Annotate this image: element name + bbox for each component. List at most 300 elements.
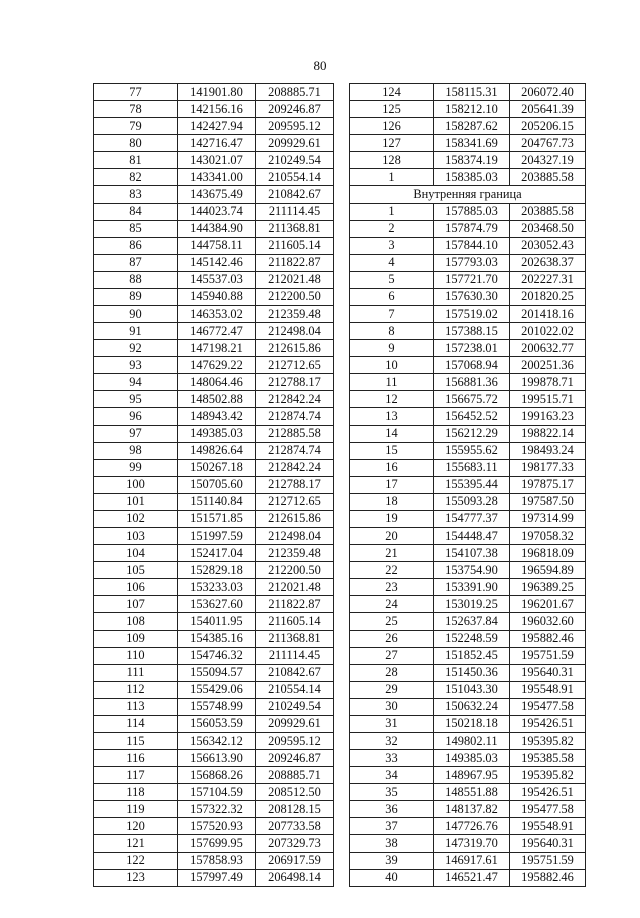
y-coordinate-cell: 198493.24: [510, 442, 586, 459]
point-number-cell: 9: [350, 340, 434, 357]
x-coordinate-cell: 151852.45: [434, 647, 510, 664]
x-coordinate-cell: 154011.95: [178, 613, 256, 630]
y-coordinate-cell: 203468.50: [510, 220, 586, 237]
table-row: [94, 237, 334, 254]
y-coordinate-cell: 212359.48: [256, 306, 334, 323]
point-number-cell: 11: [350, 374, 434, 391]
x-coordinate-cell: 155955.62: [434, 442, 510, 459]
y-coordinate-cell: 196818.09: [510, 545, 586, 562]
y-coordinate-cell: 212615.86: [256, 340, 334, 357]
x-coordinate-cell: 148064.46: [178, 374, 256, 391]
y-coordinate-cell: 212874.74: [256, 442, 334, 459]
point-number-cell: 8: [350, 323, 434, 340]
table-row: [94, 425, 334, 442]
y-coordinate-cell: 196201.67: [510, 596, 586, 613]
table-row: [350, 288, 586, 305]
point-number-cell: 82: [94, 169, 178, 186]
y-coordinate-cell: 212712.65: [256, 357, 334, 374]
x-coordinate-cell: 157630.30: [434, 288, 510, 305]
x-coordinate-cell: 157874.79: [434, 220, 510, 237]
x-coordinate-cell: 156342.12: [178, 732, 256, 749]
x-coordinate-cell: 147629.22: [178, 357, 256, 374]
x-coordinate-cell: 155748.99: [178, 698, 256, 715]
x-coordinate-cell: 150218.18: [434, 715, 510, 732]
table-row: [350, 664, 586, 681]
table-row: [350, 323, 586, 340]
x-coordinate-cell: 153233.03: [178, 579, 256, 596]
table-row: [350, 476, 586, 493]
y-coordinate-cell: 212498.04: [256, 323, 334, 340]
y-coordinate-cell: 202227.31: [510, 271, 586, 288]
point-number-cell: 99: [94, 459, 178, 476]
point-number-cell: 1: [350, 169, 434, 186]
x-coordinate-cell: 157721.70: [434, 271, 510, 288]
x-coordinate-cell: 157520.93: [178, 818, 256, 835]
y-coordinate-cell: 210554.14: [256, 681, 334, 698]
table-row: [94, 664, 334, 681]
table-row: [350, 84, 586, 101]
x-coordinate-cell: 157997.49: [178, 869, 256, 886]
y-coordinate-cell: 195426.51: [510, 784, 586, 801]
table-row: [350, 340, 586, 357]
table-row: [94, 818, 334, 835]
y-coordinate-cell: 208512.50: [256, 784, 334, 801]
point-number-cell: 2: [350, 220, 434, 237]
y-coordinate-cell: 212200.50: [256, 562, 334, 579]
y-coordinate-cell: 197587.50: [510, 493, 586, 510]
table-row: [94, 152, 334, 169]
x-coordinate-cell: 146353.02: [178, 306, 256, 323]
y-coordinate-cell: 212885.58: [256, 425, 334, 442]
point-number-cell: 13: [350, 408, 434, 425]
y-coordinate-cell: 196389.25: [510, 579, 586, 596]
x-coordinate-cell: 145142.46: [178, 254, 256, 271]
x-coordinate-cell: 150705.60: [178, 476, 256, 493]
y-coordinate-cell: 195548.91: [510, 818, 586, 835]
table-row: [94, 613, 334, 630]
point-number-cell: 95: [94, 391, 178, 408]
table-row: [350, 357, 586, 374]
y-coordinate-cell: 206917.59: [256, 852, 334, 869]
page-number: 80: [313, 58, 327, 73]
y-coordinate-cell: 195640.31: [510, 835, 586, 852]
point-number-cell: 116: [94, 750, 178, 767]
y-coordinate-cell: 195477.58: [510, 801, 586, 818]
point-number-cell: 98: [94, 442, 178, 459]
y-coordinate-cell: 198177.33: [510, 459, 586, 476]
point-number-cell: 117: [94, 767, 178, 784]
point-number-cell: 122: [94, 852, 178, 869]
x-coordinate-cell: 149826.64: [178, 442, 256, 459]
x-coordinate-cell: 147726.76: [434, 818, 510, 835]
point-number-cell: 108: [94, 613, 178, 630]
x-coordinate-cell: 156613.90: [178, 750, 256, 767]
point-number-cell: 102: [94, 510, 178, 527]
x-coordinate-cell: 153627.60: [178, 596, 256, 613]
x-coordinate-cell: 157519.02: [434, 306, 510, 323]
table-row: [94, 630, 334, 647]
x-coordinate-cell: 157104.59: [178, 784, 256, 801]
table-row: [94, 767, 334, 784]
point-number-cell: 6: [350, 288, 434, 305]
table-row: [350, 801, 586, 818]
table-row: [350, 750, 586, 767]
point-number-cell: 86: [94, 237, 178, 254]
point-number-cell: 107: [94, 596, 178, 613]
point-number-cell: 7: [350, 306, 434, 323]
point-number-cell: 94: [94, 374, 178, 391]
table-row: [350, 784, 586, 801]
point-number-cell: 128: [350, 152, 434, 169]
point-number-cell: 104: [94, 545, 178, 562]
x-coordinate-cell: 151140.84: [178, 493, 256, 510]
point-number-cell: 121: [94, 835, 178, 852]
x-coordinate-cell: 147319.70: [434, 835, 510, 852]
y-coordinate-cell: 210842.67: [256, 186, 334, 203]
x-coordinate-cell: 143675.49: [178, 186, 256, 203]
x-coordinate-cell: 148502.88: [178, 391, 256, 408]
point-number-cell: 115: [94, 732, 178, 749]
x-coordinate-cell: 158385.03: [434, 169, 510, 186]
x-coordinate-cell: 152248.59: [434, 630, 510, 647]
table-row: [350, 613, 586, 630]
point-number-cell: 28: [350, 664, 434, 681]
y-coordinate-cell: 204767.73: [510, 135, 586, 152]
x-coordinate-cell: 146917.61: [434, 852, 510, 869]
y-coordinate-cell: 212359.48: [256, 545, 334, 562]
x-coordinate-cell: 146521.47: [434, 869, 510, 886]
x-coordinate-cell: 142427.94: [178, 118, 256, 135]
table-row: [350, 408, 586, 425]
table-row: [350, 203, 586, 220]
y-coordinate-cell: 201418.16: [510, 306, 586, 323]
point-number-cell: 38: [350, 835, 434, 852]
y-coordinate-cell: 206072.40: [510, 84, 586, 101]
y-coordinate-cell: 195882.46: [510, 630, 586, 647]
x-coordinate-cell: 153019.25: [434, 596, 510, 613]
y-coordinate-cell: 195751.59: [510, 852, 586, 869]
y-coordinate-cell: 205206.15: [510, 118, 586, 135]
x-coordinate-cell: 142716.47: [178, 135, 256, 152]
y-coordinate-cell: 212788.17: [256, 476, 334, 493]
y-coordinate-cell: 208885.71: [256, 767, 334, 784]
y-coordinate-cell: 210249.54: [256, 698, 334, 715]
point-number-cell: 33: [350, 750, 434, 767]
table-row: [94, 528, 334, 545]
y-coordinate-cell: 196594.89: [510, 562, 586, 579]
y-coordinate-cell: 209246.87: [256, 750, 334, 767]
table-row: [94, 306, 334, 323]
table-row: [94, 391, 334, 408]
point-number-cell: 16: [350, 459, 434, 476]
x-coordinate-cell: 152637.84: [434, 613, 510, 630]
point-number-cell: 81: [94, 152, 178, 169]
x-coordinate-cell: 156053.59: [178, 715, 256, 732]
y-coordinate-cell: 196032.60: [510, 613, 586, 630]
point-number-cell: 126: [350, 118, 434, 135]
table-row: [94, 476, 334, 493]
x-coordinate-cell: 154777.37: [434, 510, 510, 527]
point-number-cell: 40: [350, 869, 434, 886]
x-coordinate-cell: 144384.90: [178, 220, 256, 237]
y-coordinate-cell: 195477.58: [510, 698, 586, 715]
table-row: [350, 254, 586, 271]
table-row: [350, 135, 586, 152]
point-number-cell: 91: [94, 323, 178, 340]
x-coordinate-cell: 154107.38: [434, 545, 510, 562]
table-row: [350, 220, 586, 237]
y-coordinate-cell: 199878.71: [510, 374, 586, 391]
point-number-cell: 106: [94, 579, 178, 596]
left-coordinates-table: [93, 83, 334, 887]
x-coordinate-cell: 157844.10: [434, 237, 510, 254]
table-row: [350, 306, 586, 323]
table-row: [94, 715, 334, 732]
point-number-cell: 101: [94, 493, 178, 510]
table-row: [94, 323, 334, 340]
point-number-cell: 35: [350, 784, 434, 801]
x-coordinate-cell: 158287.62: [434, 118, 510, 135]
y-coordinate-cell: 212498.04: [256, 528, 334, 545]
table-row: [350, 681, 586, 698]
table-row: [94, 579, 334, 596]
y-coordinate-cell: 211114.45: [256, 203, 334, 220]
table-row: [350, 169, 586, 186]
table-row: [94, 459, 334, 476]
y-coordinate-cell: 195385.58: [510, 750, 586, 767]
point-number-cell: 93: [94, 357, 178, 374]
table-row: [94, 510, 334, 527]
y-coordinate-cell: 212021.48: [256, 579, 334, 596]
table-row: [350, 545, 586, 562]
point-number-cell: 37: [350, 818, 434, 835]
point-number-cell: 90: [94, 306, 178, 323]
y-coordinate-cell: 195395.82: [510, 767, 586, 784]
point-number-cell: 105: [94, 562, 178, 579]
point-number-cell: 5: [350, 271, 434, 288]
point-number-cell: 27: [350, 647, 434, 664]
point-number-cell: 119: [94, 801, 178, 818]
x-coordinate-cell: 158341.69: [434, 135, 510, 152]
y-coordinate-cell: 211368.81: [256, 220, 334, 237]
x-coordinate-cell: 156452.52: [434, 408, 510, 425]
y-coordinate-cell: 212874.74: [256, 408, 334, 425]
y-coordinate-cell: 212615.86: [256, 510, 334, 527]
x-coordinate-cell: 158212.10: [434, 101, 510, 118]
y-coordinate-cell: 211605.14: [256, 237, 334, 254]
table-row: [94, 118, 334, 135]
x-coordinate-cell: 158115.31: [434, 84, 510, 101]
point-number-cell: 22: [350, 562, 434, 579]
x-coordinate-cell: 154385.16: [178, 630, 256, 647]
y-coordinate-cell: 195882.46: [510, 869, 586, 886]
x-coordinate-cell: 147198.21: [178, 340, 256, 357]
x-coordinate-cell: 151450.36: [434, 664, 510, 681]
point-number-cell: 31: [350, 715, 434, 732]
y-coordinate-cell: 208885.71: [256, 84, 334, 101]
table-row: [94, 101, 334, 118]
y-coordinate-cell: 211822.87: [256, 596, 334, 613]
y-coordinate-cell: 195395.82: [510, 732, 586, 749]
x-coordinate-cell: 155395.44: [434, 476, 510, 493]
point-number-cell: 39: [350, 852, 434, 869]
point-number-cell: 103: [94, 528, 178, 545]
table-row: [94, 271, 334, 288]
x-coordinate-cell: 152829.18: [178, 562, 256, 579]
point-number-cell: 85: [94, 220, 178, 237]
point-number-cell: 15: [350, 442, 434, 459]
y-coordinate-cell: 211822.87: [256, 254, 334, 271]
table-row: [350, 562, 586, 579]
table-row: [94, 340, 334, 357]
point-number-cell: 87: [94, 254, 178, 271]
table-row: [94, 681, 334, 698]
x-coordinate-cell: 141901.80: [178, 84, 256, 101]
table-row: [350, 647, 586, 664]
point-number-cell: 34: [350, 767, 434, 784]
y-coordinate-cell: 206498.14: [256, 869, 334, 886]
y-coordinate-cell: 209246.87: [256, 101, 334, 118]
y-coordinate-cell: 197058.32: [510, 528, 586, 545]
x-coordinate-cell: 151571.85: [178, 510, 256, 527]
y-coordinate-cell: 195751.59: [510, 647, 586, 664]
point-number-cell: 97: [94, 425, 178, 442]
point-number-cell: 3: [350, 237, 434, 254]
point-number-cell: 4: [350, 254, 434, 271]
point-number-cell: 84: [94, 203, 178, 220]
point-number-cell: 30: [350, 698, 434, 715]
y-coordinate-cell: 212021.48: [256, 271, 334, 288]
x-coordinate-cell: 156881.36: [434, 374, 510, 391]
x-coordinate-cell: 153754.90: [434, 562, 510, 579]
point-number-cell: 24: [350, 596, 434, 613]
table-row: [94, 357, 334, 374]
x-coordinate-cell: 152417.04: [178, 545, 256, 562]
table-row: [94, 254, 334, 271]
y-coordinate-cell: 199515.71: [510, 391, 586, 408]
point-number-cell: 18: [350, 493, 434, 510]
table-row: [350, 698, 586, 715]
point-number-cell: 89: [94, 288, 178, 305]
x-coordinate-cell: 157885.03: [434, 203, 510, 220]
y-coordinate-cell: 203885.58: [510, 203, 586, 220]
x-coordinate-cell: 157322.32: [178, 801, 256, 818]
table-row: [94, 852, 334, 869]
table-row: [350, 237, 586, 254]
y-coordinate-cell: 198822.14: [510, 425, 586, 442]
point-number-cell: 96: [94, 408, 178, 425]
table-row: [350, 869, 586, 886]
point-number-cell: 20: [350, 528, 434, 545]
table-row: [350, 493, 586, 510]
x-coordinate-cell: 156212.29: [434, 425, 510, 442]
y-coordinate-cell: 207329.73: [256, 835, 334, 852]
x-coordinate-cell: 157388.15: [434, 323, 510, 340]
table-row: [94, 545, 334, 562]
table-row: [94, 801, 334, 818]
table-row: [94, 750, 334, 767]
y-coordinate-cell: 211605.14: [256, 613, 334, 630]
y-coordinate-cell: 207733.58: [256, 818, 334, 835]
point-number-cell: 118: [94, 784, 178, 801]
y-coordinate-cell: 203885.58: [510, 169, 586, 186]
x-coordinate-cell: 157699.95: [178, 835, 256, 852]
table-row: [350, 528, 586, 545]
y-coordinate-cell: 200251.36: [510, 357, 586, 374]
right-coordinates-table: [349, 83, 586, 887]
table-row: [94, 169, 334, 186]
y-coordinate-cell: 195426.51: [510, 715, 586, 732]
table-row: [94, 186, 334, 203]
y-coordinate-cell: 195640.31: [510, 664, 586, 681]
x-coordinate-cell: 157238.01: [434, 340, 510, 357]
point-number-cell: 78: [94, 101, 178, 118]
point-number-cell: 26: [350, 630, 434, 647]
point-number-cell: 36: [350, 801, 434, 818]
x-coordinate-cell: 144023.74: [178, 203, 256, 220]
x-coordinate-cell: 148137.82: [434, 801, 510, 818]
table-row: [94, 732, 334, 749]
x-coordinate-cell: 146772.47: [178, 323, 256, 340]
point-number-cell: 120: [94, 818, 178, 835]
point-number-cell: 80: [94, 135, 178, 152]
y-coordinate-cell: 212842.24: [256, 391, 334, 408]
table-row: [94, 203, 334, 220]
table-row: [350, 767, 586, 784]
table-row: [94, 784, 334, 801]
table-row: [350, 732, 586, 749]
table-row: [350, 596, 586, 613]
point-number-cell: 109: [94, 630, 178, 647]
table-row: [94, 442, 334, 459]
table-row: [94, 220, 334, 237]
table-row: [350, 630, 586, 647]
x-coordinate-cell: 155094.57: [178, 664, 256, 681]
y-coordinate-cell: 200632.77: [510, 340, 586, 357]
point-number-cell: 17: [350, 476, 434, 493]
point-number-cell: 23: [350, 579, 434, 596]
x-coordinate-cell: 142156.16: [178, 101, 256, 118]
table-row: [94, 408, 334, 425]
y-coordinate-cell: 209595.12: [256, 118, 334, 135]
table-row: [350, 715, 586, 732]
x-coordinate-cell: 148943.42: [178, 408, 256, 425]
y-coordinate-cell: 201820.25: [510, 288, 586, 305]
table-row: [94, 493, 334, 510]
table-row: [350, 152, 586, 169]
table-row: [94, 869, 334, 886]
y-coordinate-cell: 209929.61: [256, 715, 334, 732]
table-row: [94, 84, 334, 101]
x-coordinate-cell: 156675.72: [434, 391, 510, 408]
y-coordinate-cell: 199163.23: [510, 408, 586, 425]
y-coordinate-cell: 209595.12: [256, 732, 334, 749]
table-row: [350, 425, 586, 442]
x-coordinate-cell: 155429.06: [178, 681, 256, 698]
point-number-cell: 21: [350, 545, 434, 562]
table-row: [350, 391, 586, 408]
table-row: [94, 835, 334, 852]
y-coordinate-cell: 205641.39: [510, 101, 586, 118]
table-row: [350, 374, 586, 391]
y-coordinate-cell: 212842.24: [256, 459, 334, 476]
y-coordinate-cell: 201022.02: [510, 323, 586, 340]
point-number-cell: 123: [94, 869, 178, 886]
table-row: [94, 562, 334, 579]
point-number-cell: 110: [94, 647, 178, 664]
section-label: Внутренняя граница: [350, 186, 586, 203]
table-row: [94, 374, 334, 391]
